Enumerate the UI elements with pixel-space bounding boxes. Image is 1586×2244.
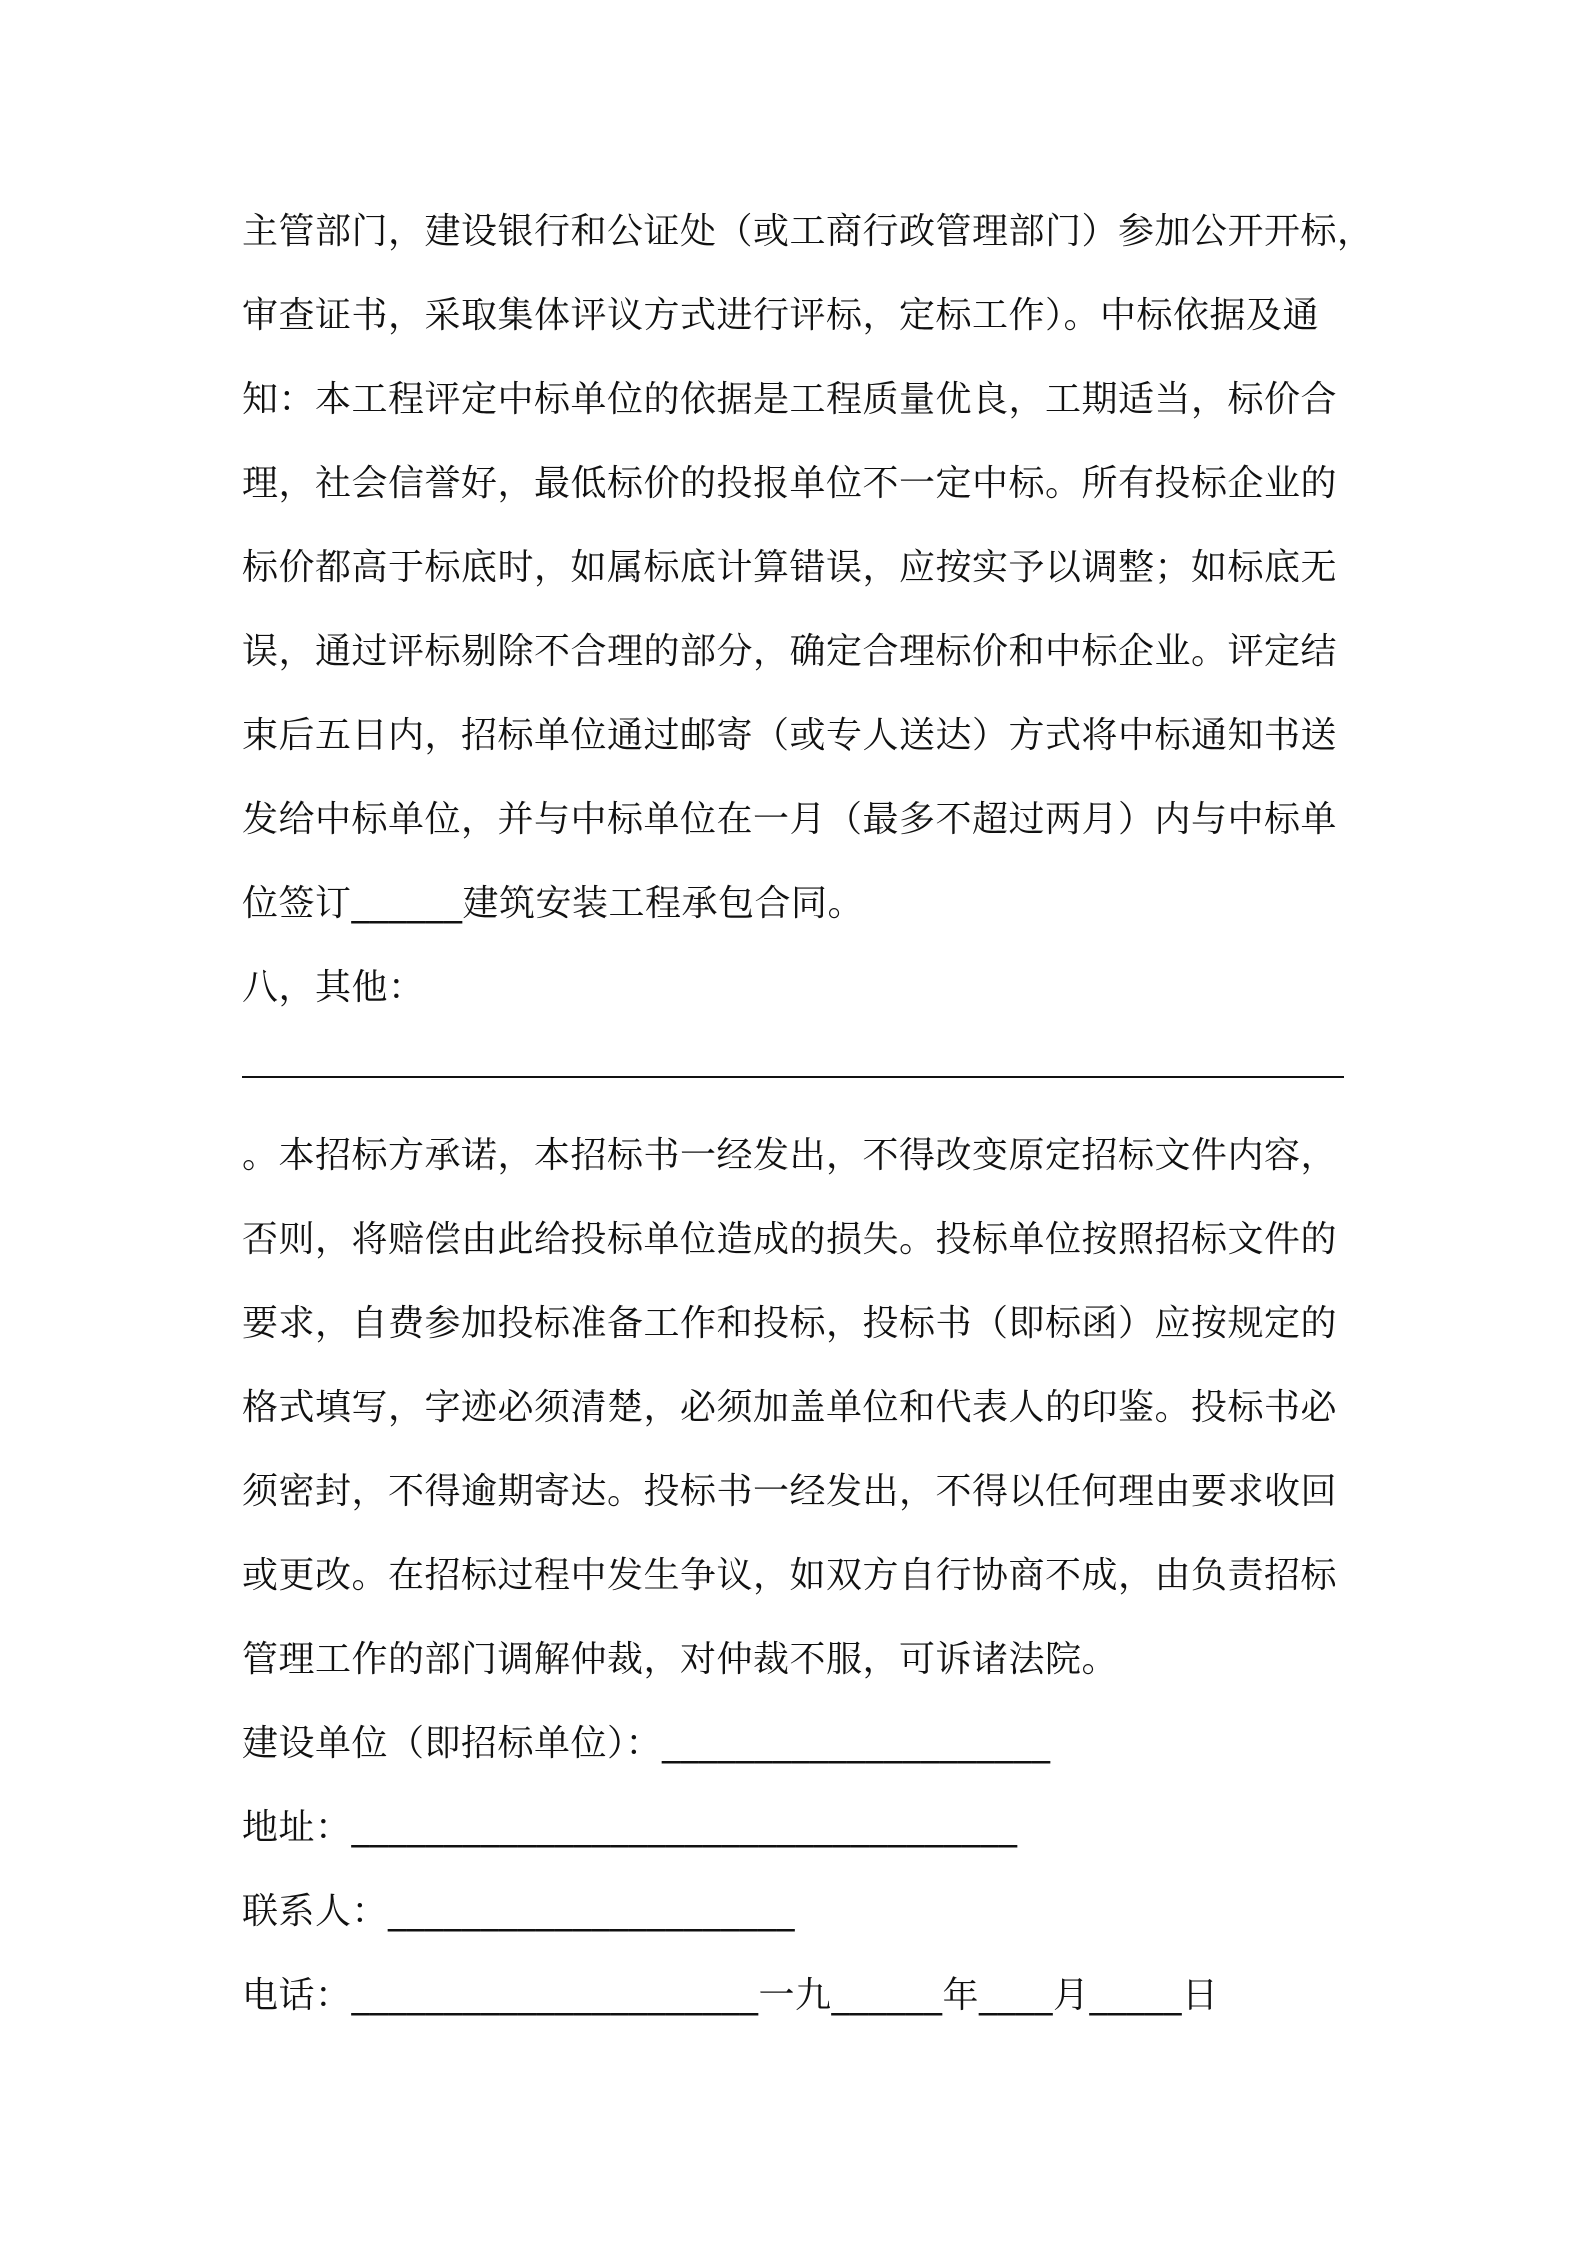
text-line: 主管部门，建设银行和公证处（或工商行政管理部门）参加公开开标， [242,211,1374,252]
text-line: 发给中标单位，并与中标单位在一月（最多不超过两月）内与中标单 [242,799,1338,840]
text-line: 审查证书，采取集体评议方式进行评标，定标工作）。中标依据及通 [242,295,1320,336]
signature-fields [242,1702,1362,2038]
text-line: 知：本工程评定中标单位的依据是工程质量优良，工期适当，标价合 [242,379,1338,420]
document-body [242,190,1374,2038]
text-line: 误，通过评标剔除不合理的部分，确定合理标价和中标企业。评定结 [242,631,1338,672]
text-line: 须密封，不得逾期寄达。投标书一经发出，不得以任何理由要求收回 [242,1471,1338,1512]
underline-divider [242,1076,1344,1078]
text-line: 要求，自费参加投标准备工作和投标，投标书（即标函）应按规定的 [242,1303,1338,1344]
text-line: 否则，将赔偿由此给投标单位造成的损失。投标单位按照招标文件的 [242,1219,1338,1260]
text-line: 或更改。在招标过程中发生争议，如双方自行协商不成，由负责招标 [242,1555,1338,1596]
text-line: 管理工作的部门调解仲裁，对仲裁不服，可诉诸法院。 [242,1639,1119,1680]
text-line: 束后五日内，招标单位通过邮寄（或专人送达）方式将中标通知书送 [242,715,1338,756]
text-line: 理，社会信誉好，最低标价的投报单位不一定中标。所有投标企业的 [242,463,1338,504]
paragraph-commitment [242,1114,1362,1702]
text-line: 标价都高于标底时，如属标底计算错误，应按实予以调整；如标底无 [242,547,1338,588]
address-field: 地址：____________________________________ [242,1807,1018,1848]
builder-field: 建设单位（即招标单位）：_____________________ [242,1723,1051,1764]
phone-date-field: 电话：______________________一九______年____月_____日 [242,1975,1219,2016]
section-heading-other: 八，其他： [242,967,425,1008]
text-line: 格式填写，字迹必须清楚，必须加盖单位和代表人的印鉴。投标书必 [242,1387,1338,1428]
fill-in-line [242,1030,1362,1114]
paragraph-bid-evaluation [242,190,1374,946]
text-line: 位签订______建筑安装工程承包合同。 [242,883,865,924]
text-line: 。本招标方承诺，本招标书一经发出，不得改变原定招标文件内容， [242,1135,1338,1176]
contact-field: 联系人：______________________ [242,1891,796,1932]
